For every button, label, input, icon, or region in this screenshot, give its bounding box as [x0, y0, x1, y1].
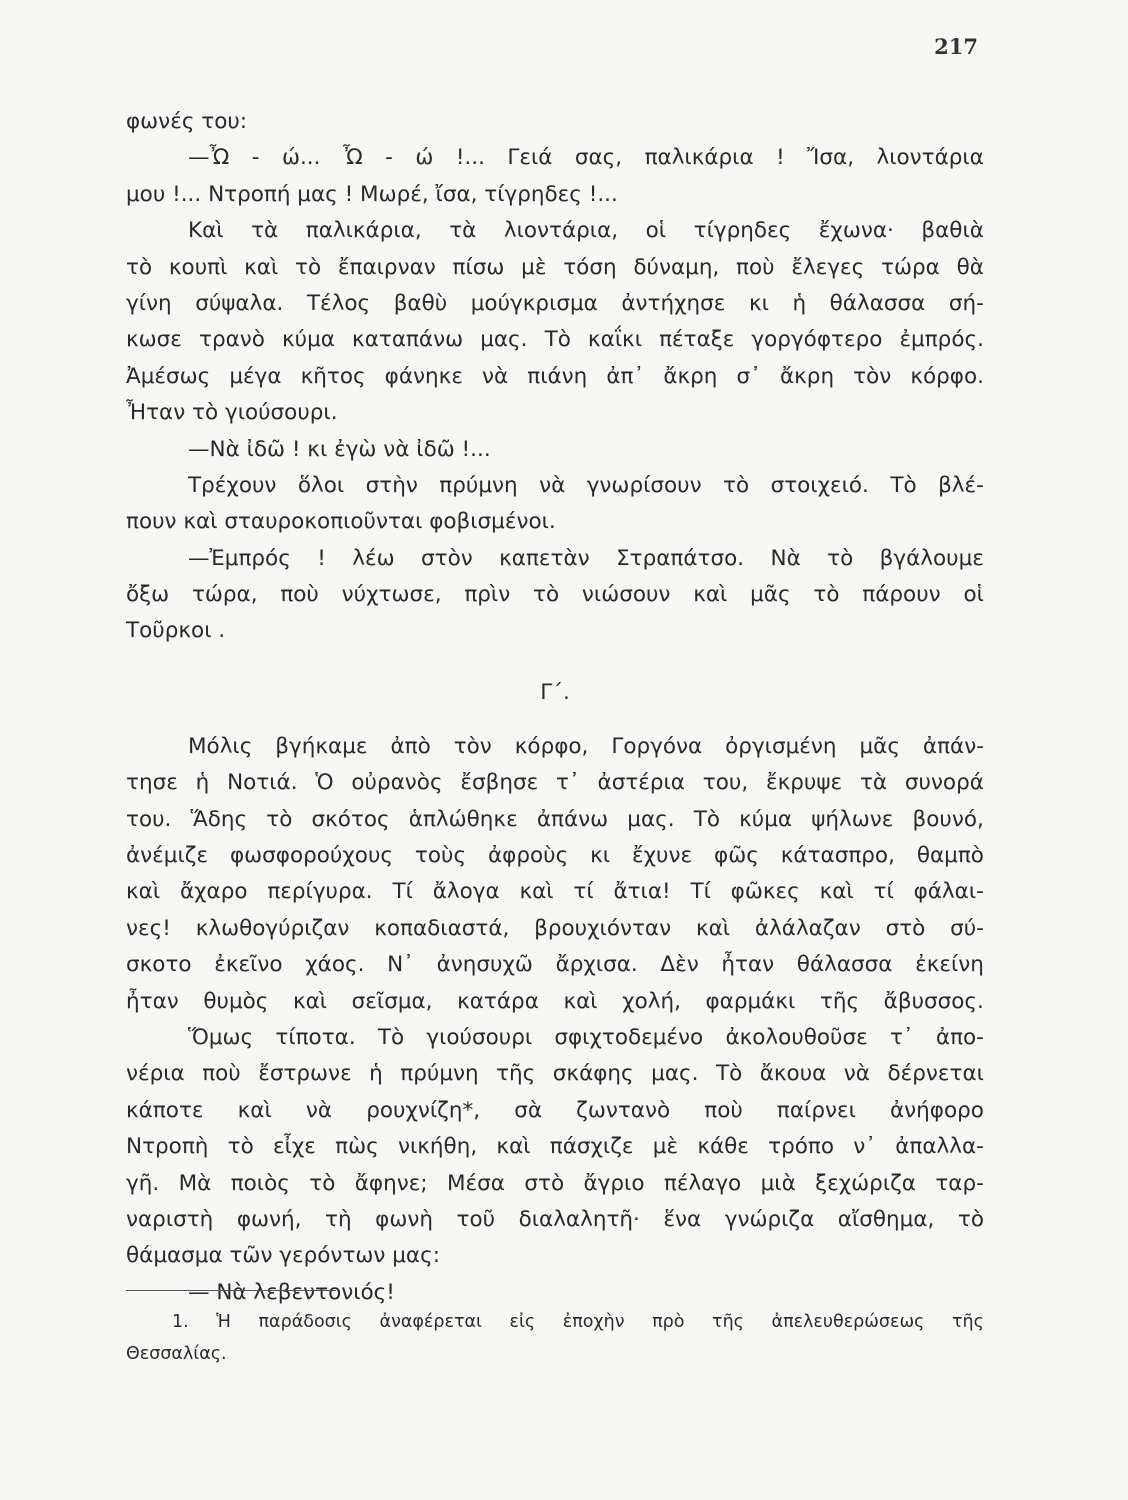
text-line: κωσε τρανὸ κύμα καταπάνω μας. Τὸ καΐκι πέταξε γοργόφτερο ἐμπρός. [126, 327, 984, 353]
text-line: καὶ ἄχαρο περίγυρα. Τί ἄλογα καὶ τί ἄτια! Τί φῶκες καὶ τί φάλαι- [126, 879, 984, 905]
section-paragraphs [126, 729, 984, 1311]
text-line: κάποτε καὶ νὰ ρουχνίζη*, σὰ ζωντανὸ ποὺ παίρνει ἀνήφορο [126, 1097, 984, 1123]
body-paragraphs [126, 104, 984, 650]
text-line: — Νὰ λεβεντονιός! [188, 1279, 395, 1305]
text-line: μου !... Ντροπή μας ! Μωρέ, ἴσα, τίγρηδες !... [126, 181, 618, 207]
text-line: Ὅμως τίποτα. Τὸ γιούσουρι σφιχτοδεμένο ἀκολουθοῦσε τ᾽ ἀπο- [188, 1024, 984, 1050]
section-heading: Γ΄. [540, 679, 570, 705]
text-line: γίνη σύψαλα. Τέλος βαθὺ μούγκρισμα ἀντήχησε κι ἡ θάλασσα σή- [126, 290, 984, 316]
text-line: νέρια ποὺ ἔστρωνε ἡ πρύμνη τῆς σκάφης μας. Τὸ ἄκουα νὰ δέρνεται [126, 1061, 984, 1087]
text-line: ἦταν θυμὸς καὶ σεῖσμα, κατάρα καὶ χολή, φαρμάκι τῆς ἄβυσσος. [126, 988, 984, 1014]
text-line: σκοτο ἐκεῖνο χάος. Ν᾽ ἀνησυχῶ ἄρχισα. Δὲν ἦταν θάλασσα ἐκείνη [126, 952, 984, 978]
footnote-line: 1. Ἡ παράδοσις ἀναφέρεται εἰς ἐποχὴν πρὸ τῆς ἀπελευθερώσεως τῆς [172, 1312, 984, 1332]
text-line: Ντροπὴ τὸ εἶχε πὼς νικήθη, καὶ πάσχιζε μὲ κάθε τρόπο ν᾽ ἀπαλλα- [126, 1134, 984, 1160]
text-line: Τρέχουν ὅλοι στὴν πρύμνη νὰ γνωρίσουν τὸ στοιχειό. Τὸ βλέ- [188, 472, 984, 498]
text-line: Ἀμέσως μέγα κῆτος φάνηκε νὰ πιάνη ἀπ᾽ ἄκρη σ᾽ ἄκρη τὸν κόρφο. [126, 363, 984, 389]
text-line: —Νὰ ἰδῶ ! κι ἐγὼ νὰ ἰδῶ !... [188, 436, 491, 462]
footnote-divider [126, 1290, 336, 1291]
text-line: φωνές του: [126, 109, 248, 134]
main-text [126, 104, 984, 1311]
text-line: γῆ. Μὰ ποιὸς τὸ ἄφηνε; Μέσα στὸ ἄγριο πέλαγο μιὰ ξεχώριζα ταρ- [126, 1170, 984, 1196]
text-line: Μόλις βγήκαμε ἀπὸ τὸν κόρφο, Γοργόνα ὀργισμένη μᾶς ἀπάν- [188, 733, 984, 759]
text-line: πουν καὶ σταυροκοπιοῦνται φοβισμένοι. [126, 509, 556, 535]
text-line: ὄξω τώρα, ποὺ νύχτωσε, πρὶν τὸ νιώσουν καὶ μᾶς τὸ πάρουν οἱ [126, 582, 984, 608]
text-line: Ἦταν τὸ γιούσουρι. [126, 400, 338, 426]
text-line: τησε ἡ Νοτιά. Ὁ οὐρανὸς ἔσβησε τ᾽ ἀστέρια του, ἔκρυψε τὰ συνορά [126, 770, 984, 796]
text-line: του. Ἅδης τὸ σκότος ἁπλώθηκε ἀπάνω μας. Τὸ κύμα ψήλωνε βουνό, [126, 806, 984, 832]
text-line: τὸ κουπὶ καὶ τὸ ἔπαιρναν πίσω μὲ τόση δύναμη, ποὺ ἔλεγες τώρα θὰ [126, 254, 984, 280]
page-number: 217 [934, 34, 978, 59]
text-line: —Ἐμπρός ! λέω στὸν καπετὰν Στραπάτσο. Νὰ τὸ βγάλουμε [188, 545, 984, 571]
text-line: —Ὦ - ώ... Ὦ - ώ !... Γειά σας, παλικάρια ! Ἴσα, λιοντάρια [188, 145, 984, 171]
text-line: Τοῦρκοι . [126, 618, 226, 644]
text-line: ἀνέμιζε φωσφορούχους τοὺς ἀφροὺς κι ἔχυνε φῶς κάτασπρο, θαμπὸ [126, 843, 984, 869]
text-line: ναριστὴ φωνή, τὴ φωνὴ τοῦ διαλαλητῆ· ἕνα γνώριζα αἴσθημα, τὸ [126, 1206, 984, 1232]
footnote-line: Θεσσαλίας. [126, 1344, 227, 1364]
footnote [126, 1306, 984, 1370]
text-line: νες! κλωθογύριζαν κοπαδιαστά, βρουχιόνταν καὶ ἀλάλαζαν στὸ σύ- [126, 915, 984, 941]
text-line: Καὶ τὰ παλικάρια, τὰ λιοντάρια, οἱ τίγρηδες ἔχωνα· βαθιὰ [188, 218, 984, 244]
text-line: θάμασμα τῶν γερόντων μας: [126, 1243, 440, 1269]
